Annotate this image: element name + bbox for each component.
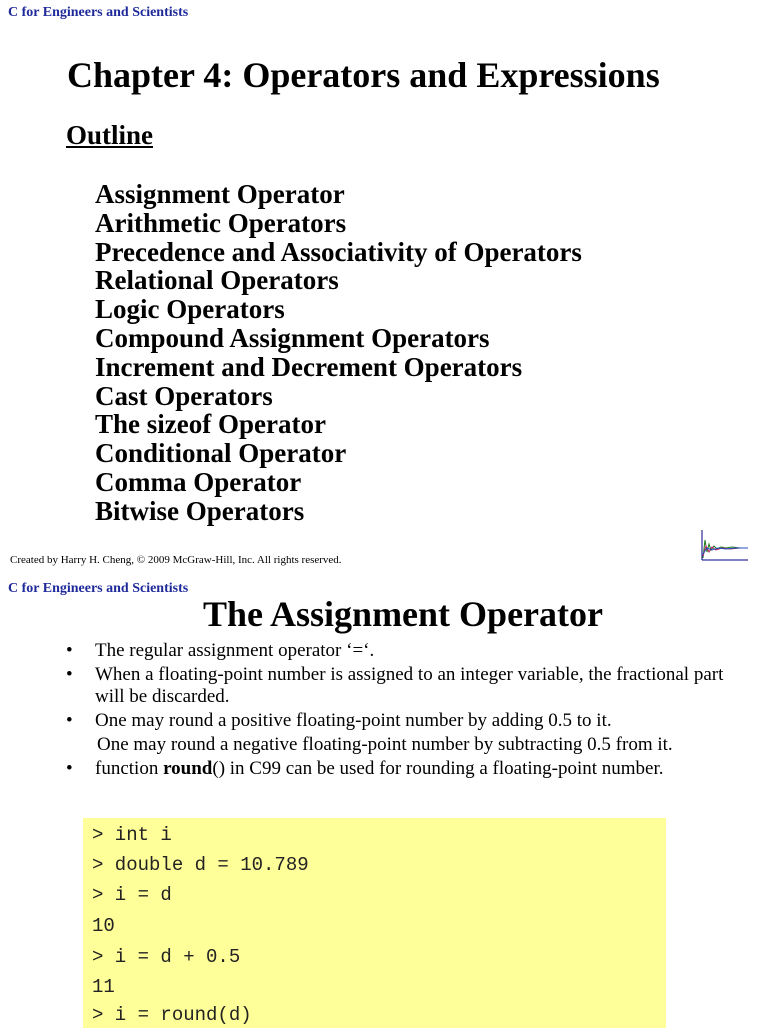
outline-item: Logic Operators	[95, 294, 285, 325]
bullet-item	[66, 664, 756, 708]
slide1-header: C for Engineers and Scientists	[8, 5, 189, 20]
bullet-list	[66, 640, 756, 782]
code-line: > int i	[92, 824, 172, 846]
outline-item: Compound Assignment Operators	[95, 322, 490, 353]
signal-logo-icon	[700, 528, 750, 564]
bullet-text: The regular assignment operator ‘=‘.	[95, 640, 375, 661]
code-line: > i = d	[92, 884, 172, 906]
outline-item: The sizeof Operator	[95, 409, 326, 440]
bullet-text: One may round a positive floating-point number by adding 0.5 to it.	[95, 710, 612, 731]
bullet-dot: •	[66, 710, 73, 731]
outline-item: Cast Operators	[95, 380, 273, 411]
outline-item: Relational Operators	[95, 265, 339, 296]
outline-item: Precedence and Associativity of Operators	[95, 236, 582, 267]
code-output: 10	[92, 915, 115, 937]
bullet-text-pre: function	[95, 758, 164, 779]
bullet-text: When a floating-point number is assigned to an integer variable, the fractional part will be discarded.	[95, 664, 724, 707]
outline-item: Bitwise Operators	[95, 495, 305, 526]
bullet-item	[66, 640, 756, 662]
chapter-title: Chapter 4: Operators and Expressions	[67, 55, 660, 95]
outline-item: Increment and Decrement Operators	[95, 351, 523, 382]
outline-item: Comma Operator	[95, 466, 302, 497]
function-name: round	[163, 758, 213, 779]
code-line: > i = d + 0.5	[92, 946, 241, 968]
bullet-dot: •	[66, 758, 73, 779]
slide2-header: C for Engineers and Scientists	[8, 581, 189, 596]
copyright-footer: Created by Harry H. Cheng, © 2009 McGraw-Hill, Inc. All rights reserved.	[10, 554, 342, 566]
bullet-item	[66, 758, 756, 780]
bullet-item	[66, 710, 756, 732]
code-block	[83, 818, 666, 1028]
code-line: > i = round(d)	[92, 1004, 252, 1026]
bullet-dot: •	[66, 640, 73, 661]
bullet-text-post: () in C99 can be used for rounding a floating-point number.	[212, 758, 664, 779]
code-output: 11	[92, 976, 115, 998]
code-line: > double d = 10.789	[92, 854, 309, 876]
bullet-text: One may round a negative floating-point number by subtracting 0.5 from it.	[97, 734, 673, 755]
slide-title: The Assignment Operator	[203, 594, 603, 634]
bullet-dot: •	[66, 664, 73, 685]
outline-item: Arithmetic Operators	[95, 207, 347, 238]
outline-item: Conditional Operator	[95, 438, 347, 469]
outline-list	[95, 180, 582, 526]
outline-item: Assignment Operator	[95, 179, 345, 209]
bullet-continuation	[66, 734, 756, 756]
outline-heading: Outline	[66, 120, 154, 150]
